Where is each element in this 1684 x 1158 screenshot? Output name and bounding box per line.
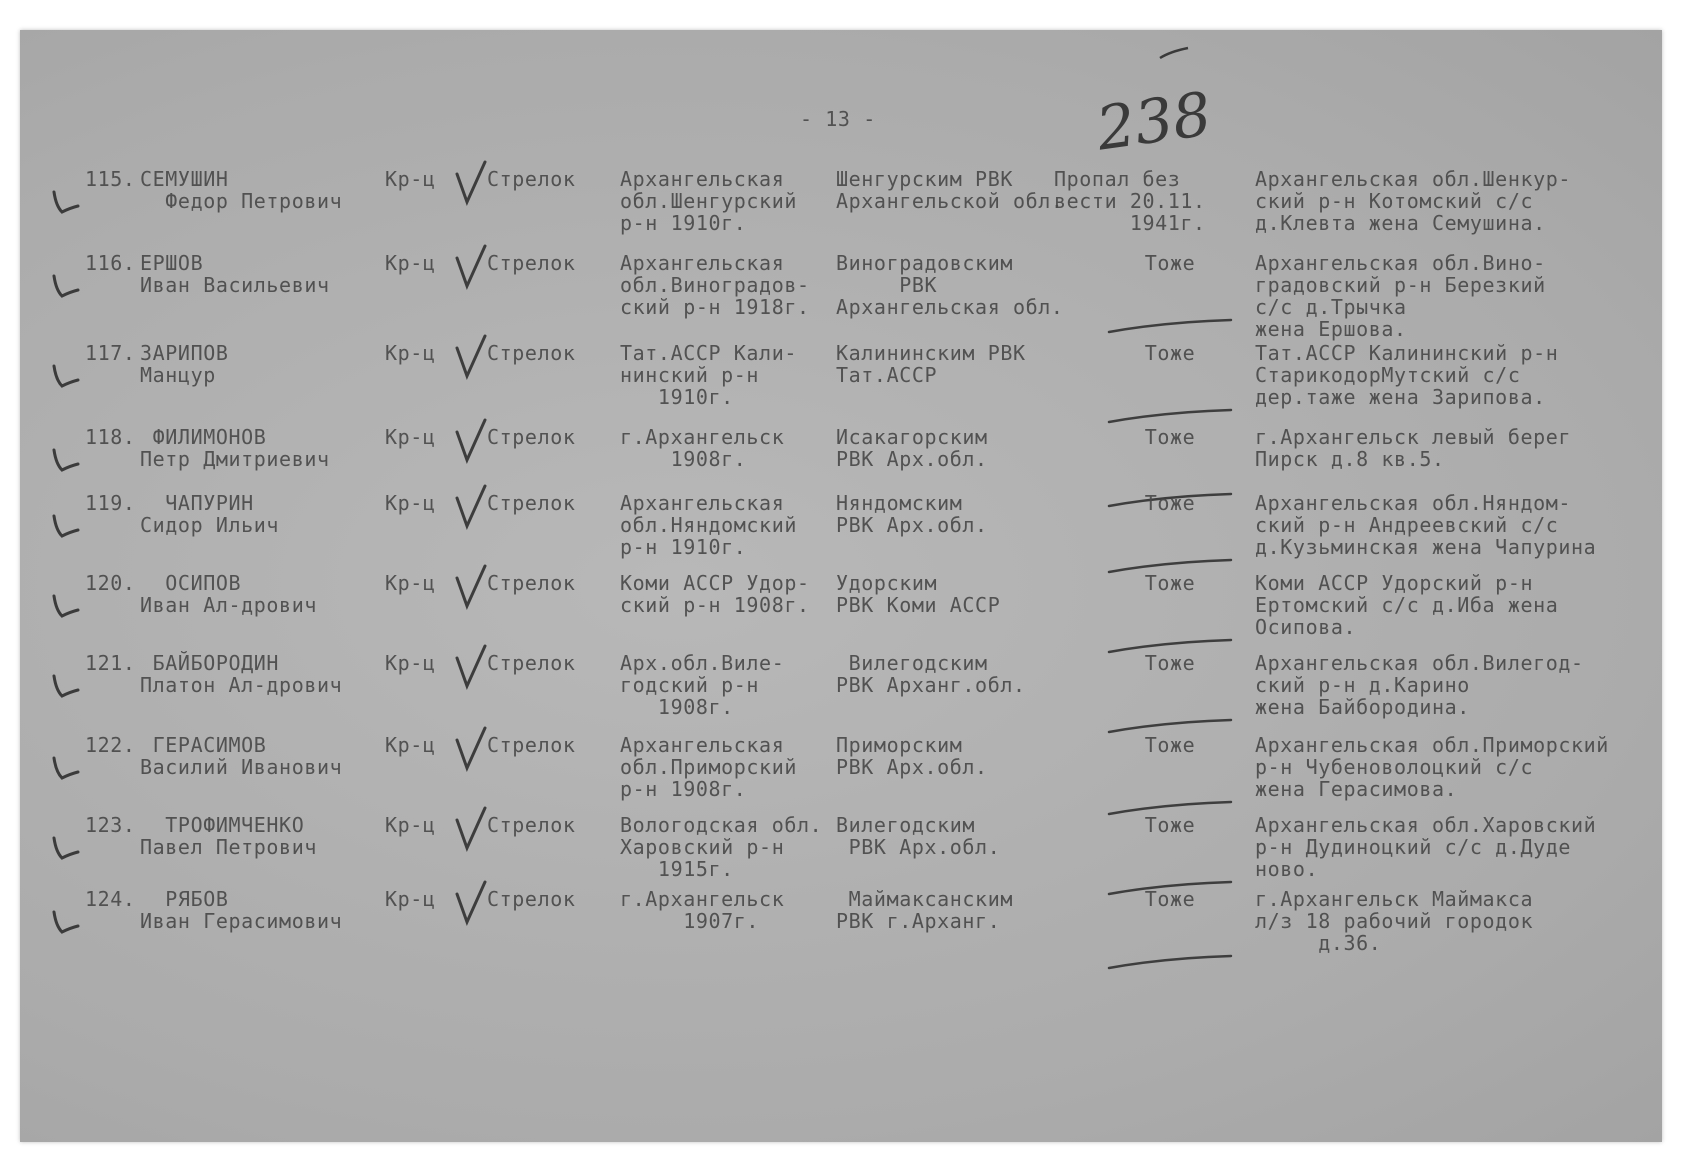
birthplace: Арх.обл.Виле- годский р-н 1908г. xyxy=(620,651,785,719)
checkmark-icon xyxy=(455,564,489,610)
position: Стрелок xyxy=(487,887,576,911)
soldier-name: ФИЛИМОНОВ Петр Дмитриевич xyxy=(140,425,330,471)
soldier-row xyxy=(0,888,1684,972)
soldier-name: ОСИПОВ Иван Ал-дрович xyxy=(140,571,317,617)
draft-office: Вилегодским РВК Арх.обл. xyxy=(836,813,1001,859)
relatives-address: Архангельская обл.Харовский р-н Дудиноцкий с/с д.Дуде ново. xyxy=(1255,813,1597,881)
soldier-row xyxy=(0,572,1684,656)
position: Стрелок xyxy=(487,813,576,837)
draft-office: Шенгурским РВК Архангельской обл. xyxy=(836,167,1064,213)
relatives-address: Архангельская обл.Шенкур- ский р-н Котомский с/с д.Клевта жена Семушина. xyxy=(1255,167,1572,235)
checkmark-icon xyxy=(455,880,489,926)
check-tick-icon xyxy=(48,510,82,544)
relatives-address: Тат.АССР Калининский р-н СтарикодорМутский с/с дер.таже жена Зарипова. xyxy=(1255,341,1559,409)
rank: Кр-ц xyxy=(385,813,436,837)
fate-same: Тоже xyxy=(1144,491,1196,515)
row-number: 122. xyxy=(85,733,136,757)
status-text: Пропал без вести 20.11. 1941г. xyxy=(1054,167,1206,235)
birthplace: Архангельская обл.Приморский р-н 1908г. xyxy=(620,733,797,801)
rank: Кр-ц xyxy=(385,733,436,757)
rank: Кр-ц xyxy=(385,491,436,515)
row-number: 120. xyxy=(85,571,136,595)
dash-stroke-icon xyxy=(1105,952,1235,972)
soldier-row xyxy=(0,734,1684,818)
fate-same: Тоже xyxy=(1144,251,1196,275)
draft-office: Няндомским РВК Арх.обл. xyxy=(836,491,988,537)
draft-office: Приморским РВК Арх.обл. xyxy=(836,733,988,779)
position: Стрелок xyxy=(487,251,576,275)
soldier-row xyxy=(0,814,1684,898)
rank: Кр-ц xyxy=(385,651,436,675)
soldier-name: СЕМУШИН Федор Петрович xyxy=(140,167,343,213)
check-tick-icon xyxy=(48,752,82,786)
soldier-row xyxy=(0,492,1684,576)
soldier-name: ТРОФИМЧЕНКО Павел Петрович xyxy=(140,813,317,859)
checkmark-icon xyxy=(455,244,489,290)
draft-office: Калининским РВК Тат.АССР xyxy=(836,341,1026,387)
position: Стрелок xyxy=(487,571,576,595)
rank: Кр-ц xyxy=(385,887,436,911)
position: Стрелок xyxy=(487,733,576,757)
soldier-row xyxy=(0,652,1684,736)
fate-same: Тоже xyxy=(1144,651,1196,675)
check-tick-icon xyxy=(48,906,82,940)
checkmark-icon xyxy=(455,644,489,690)
svg-text:238: 238 xyxy=(1092,79,1216,165)
checkmark-icon xyxy=(455,484,489,530)
rank: Кр-ц xyxy=(385,571,436,595)
birthplace: Архангельская обл.Шенгурский р-н 1910г. xyxy=(620,167,797,235)
relatives-address: г.Архангельск Маймакса л/з 18 рабочий городок д.36. xyxy=(1255,887,1534,955)
row-number: 116. xyxy=(85,251,136,275)
check-tick-icon xyxy=(48,590,82,624)
checkmark-icon xyxy=(455,160,489,206)
relatives-address: Коми АССР Удорский р-н Ертомский с/с д.Иба жена Осипова. xyxy=(1255,571,1559,639)
fate-same: Тоже xyxy=(1144,571,1196,595)
soldier-row xyxy=(0,251,1684,341)
fate-same: Тоже xyxy=(1144,887,1196,911)
check-tick-icon xyxy=(48,270,82,304)
row-number: 119. xyxy=(85,491,136,515)
page-number: - 13 - xyxy=(800,107,876,131)
rank: Кр-ц xyxy=(385,167,436,191)
check-tick-icon xyxy=(48,832,82,866)
birthplace: Коми АССР Удор- ский р-н 1908г. xyxy=(620,571,810,617)
check-tick-icon xyxy=(48,360,82,394)
birthplace: г.Архангельск 1907г. xyxy=(620,887,785,933)
position: Стрелок xyxy=(487,341,576,365)
row-number: 115. xyxy=(85,167,136,191)
check-tick-icon xyxy=(48,670,82,704)
soldier-row xyxy=(0,168,1684,252)
dash-stroke-icon xyxy=(1105,406,1235,426)
birthplace: Вологодская обл. Харовский р-н 1915г. xyxy=(620,813,823,881)
check-tick-icon xyxy=(48,444,82,478)
fate-same: Тоже xyxy=(1144,341,1196,365)
soldier-name: ЗАРИПОВ Манцур xyxy=(140,341,229,387)
fate-same: Тоже xyxy=(1144,813,1196,837)
fate-same: Тоже xyxy=(1144,425,1196,449)
draft-office: Вилегодским РВК Арханг.обл. xyxy=(836,651,1026,697)
position: Стрелок xyxy=(487,425,576,449)
draft-office: Удорским РВК Коми АССР xyxy=(836,571,1001,617)
soldier-name: БАЙБОРОДИН Платон Ал-дрович xyxy=(140,651,343,697)
handwritten-archive-number xyxy=(1090,48,1216,165)
birthplace: Архангельская обл.Виноградов- ский р-н 1918г. xyxy=(620,251,810,319)
birthplace: Тат.АССР Кали- нинский р-н 1910г. xyxy=(620,341,797,409)
position: Стрелок xyxy=(487,651,576,675)
position: Стрелок xyxy=(487,167,576,191)
row-number: 118. xyxy=(85,425,136,449)
relatives-address: Архангельская обл.Няндом- ский р-н Андреевский с/с д.Кузьминская жена Чапурина xyxy=(1255,491,1597,559)
relatives-address: Архангельская обл.Приморский р-н Чубеноволоцкий с/с жена Герасимова. xyxy=(1255,733,1609,801)
check-tick-icon xyxy=(48,186,82,220)
birthplace: Архангельская обл.Няндомский р-н 1910г. xyxy=(620,491,797,559)
row-number: 124. xyxy=(85,887,136,911)
checkmark-icon xyxy=(455,806,489,852)
checkmark-icon xyxy=(455,334,489,380)
soldier-name: ГЕРАСИМОВ Василий Иванович xyxy=(140,733,343,779)
rank: Кр-ц xyxy=(385,425,436,449)
dash-stroke-icon xyxy=(1105,316,1235,336)
position: Стрелок xyxy=(487,491,576,515)
rank: Кр-ц xyxy=(385,341,436,365)
relatives-address: Архангельская обл.Вилегод- ский р-н д.Карино жена Байбородина. xyxy=(1255,651,1584,719)
draft-office: Виноградовским РВК Архангельская обл. xyxy=(836,251,1064,319)
row-number: 117. xyxy=(85,341,136,365)
row-number: 121. xyxy=(85,651,136,675)
checkmark-icon xyxy=(455,418,489,464)
relatives-address: г.Архангельск левый берег Пирск д.8 кв.5. xyxy=(1255,425,1572,471)
rank: Кр-ц xyxy=(385,251,436,275)
soldier-row xyxy=(0,342,1684,426)
draft-office: Маймаксанским РВК г.Арханг. xyxy=(836,887,1013,933)
checkmark-icon xyxy=(455,726,489,772)
fate-same: Тоже xyxy=(1144,733,1196,757)
soldier-name: РЯБОВ Иван Герасимович xyxy=(140,887,343,933)
draft-office: Исакагорским РВК Арх.обл. xyxy=(836,425,988,471)
relatives-address: Архангельская обл.Вино- градовский р-н Березкий с/с д.Трычка жена Ершова. xyxy=(1255,251,1546,341)
soldier-name: ЧАПУРИН Сидор Ильич xyxy=(140,491,280,537)
soldier-name: ЕРШОВ Иван Васильевич xyxy=(140,251,330,297)
birthplace: г.Архангельск 1908г. xyxy=(620,425,785,471)
row-number: 123. xyxy=(85,813,136,837)
